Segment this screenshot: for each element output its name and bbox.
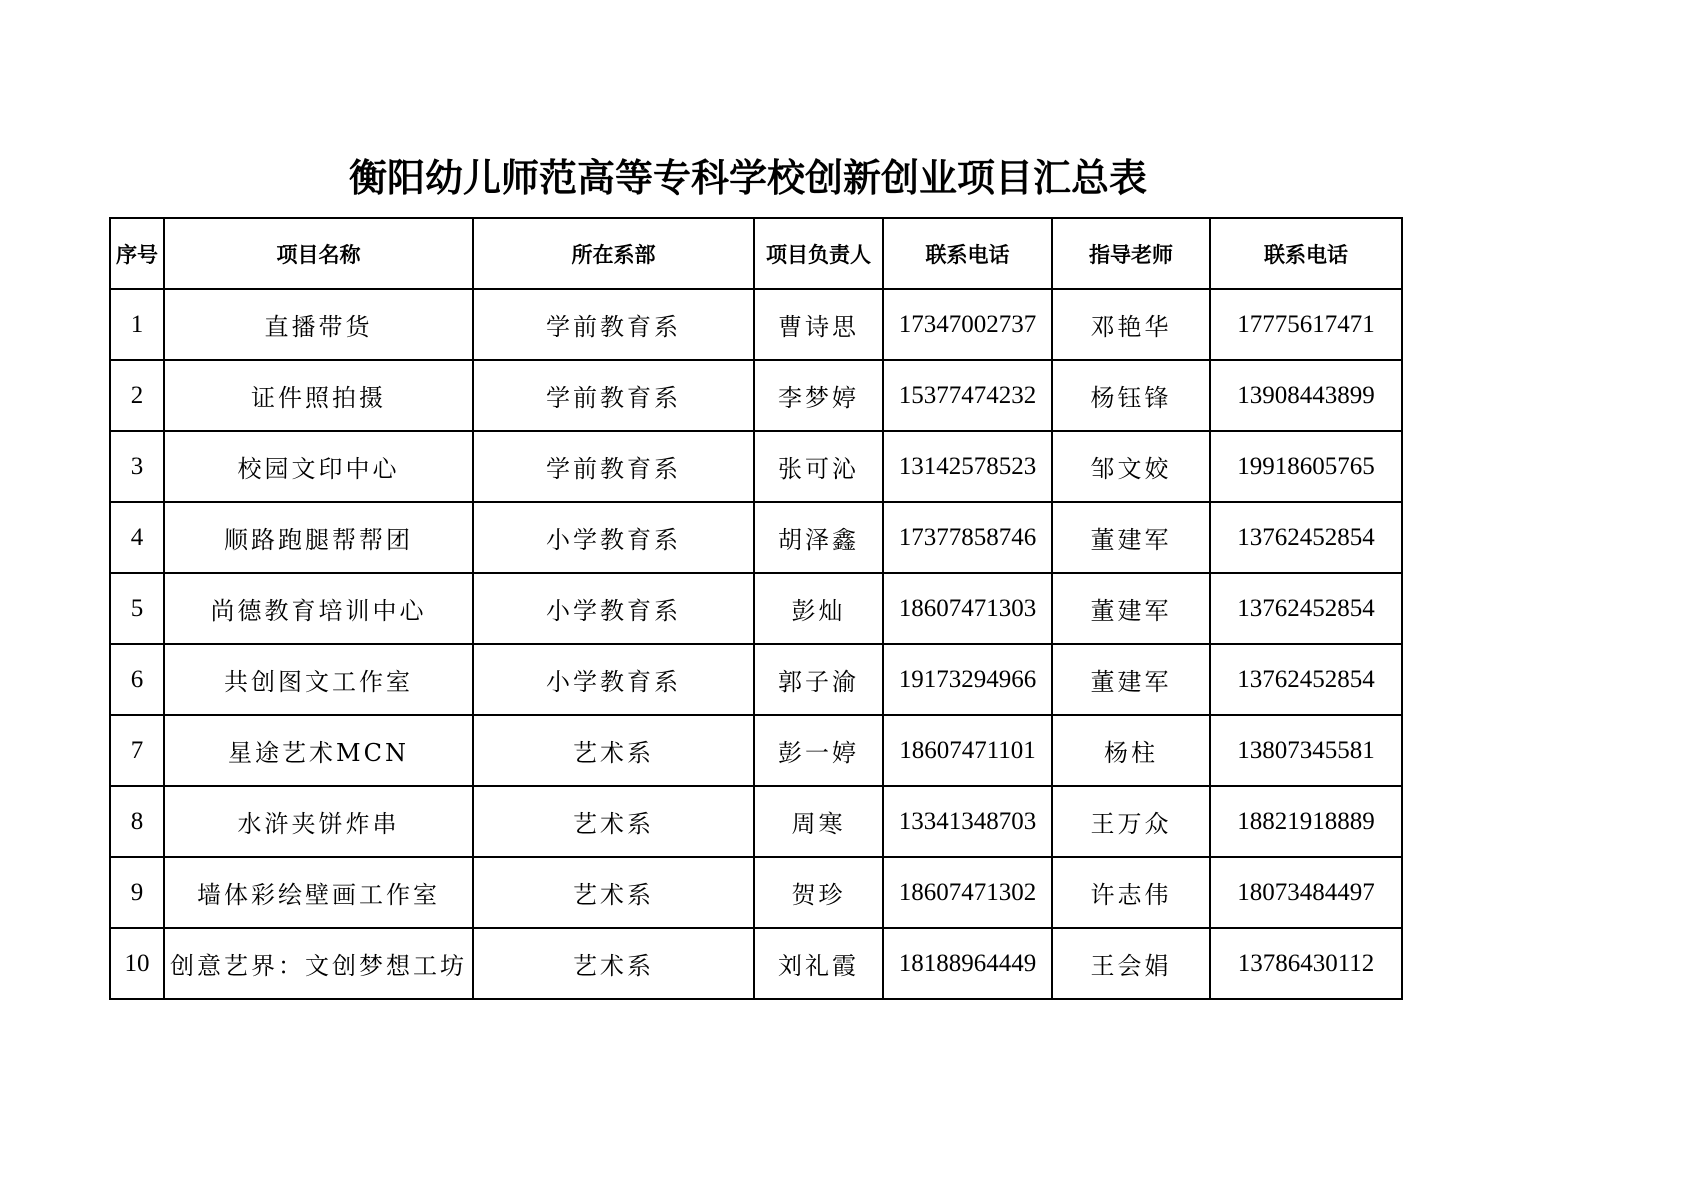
cell-advisor-phone: 13786430112 [1210, 928, 1402, 999]
cell-project-leader: 周寒 [754, 786, 883, 857]
table-row [110, 289, 1402, 360]
cell-advisor-phone: 13807345581 [1210, 715, 1402, 786]
cell-advisor-phone: 17775617471 [1210, 289, 1402, 360]
cell-project-leader: 李梦婷 [754, 360, 883, 431]
cell-leader-phone: 18607471303 [883, 573, 1052, 644]
cell-leader-phone: 15377474232 [883, 360, 1052, 431]
cell-project-leader: 彭一婷 [754, 715, 883, 786]
cell-advisor-phone: 18073484497 [1210, 857, 1402, 928]
table-row [110, 573, 1402, 644]
cell-project-leader: 胡泽鑫 [754, 502, 883, 573]
cell-project-leader: 贺珍 [754, 857, 883, 928]
cell-project-leader: 曹诗思 [754, 289, 883, 360]
cell-project-name: 直播带货 [164, 289, 473, 360]
table-row [110, 786, 1402, 857]
header-project-name: 项目名称 [164, 218, 473, 289]
cell-department: 艺术系 [473, 928, 754, 999]
cell-department: 小学教育系 [473, 502, 754, 573]
cell-department: 艺术系 [473, 786, 754, 857]
table-row [110, 360, 1402, 431]
header-index: 序号 [110, 218, 164, 289]
cell-advisor: 许志伟 [1052, 857, 1210, 928]
cell-project-leader: 郭子渝 [754, 644, 883, 715]
table-row [110, 431, 1402, 502]
cell-department: 学前教育系 [473, 360, 754, 431]
table-row [110, 644, 1402, 715]
cell-project-leader: 张可沁 [754, 431, 883, 502]
cell-project-name: 星途艺术MCN [164, 715, 473, 786]
header-project-leader: 项目负责人 [754, 218, 883, 289]
cell-project-name: 校园文印中心 [164, 431, 473, 502]
header-advisor: 指导老师 [1052, 218, 1210, 289]
cell-advisor: 董建军 [1052, 573, 1210, 644]
cell-project-name: 共创图文工作室 [164, 644, 473, 715]
cell-advisor-phone: 19918605765 [1210, 431, 1402, 502]
cell-department: 艺术系 [473, 715, 754, 786]
cell-index: 7 [110, 715, 164, 786]
cell-project-name: 创意艺界：文创梦想工坊 [164, 928, 473, 999]
cell-project-name: 证件照拍摄 [164, 360, 473, 431]
table-row [110, 502, 1402, 573]
cell-department: 学前教育系 [473, 431, 754, 502]
cell-advisor: 邓艳华 [1052, 289, 1210, 360]
cell-index: 9 [110, 857, 164, 928]
header-row [110, 218, 1402, 289]
table-body [110, 289, 1402, 999]
document-title: 衡阳幼儿师范高等专科学校创新创业项目汇总表 [348, 156, 1147, 200]
cell-advisor-phone: 13762452854 [1210, 644, 1402, 715]
cell-advisor-phone: 13908443899 [1210, 360, 1402, 431]
cell-leader-phone: 19173294966 [883, 644, 1052, 715]
header-leader-phone: 联系电话 [883, 218, 1052, 289]
cell-leader-phone: 18607471302 [883, 857, 1052, 928]
cell-index: 2 [110, 360, 164, 431]
cell-index: 4 [110, 502, 164, 573]
cell-department: 学前教育系 [473, 289, 754, 360]
cell-advisor-phone: 13762452854 [1210, 502, 1402, 573]
project-summary-table [109, 217, 1403, 1000]
table-row [110, 928, 1402, 999]
cell-department: 小学教育系 [473, 573, 754, 644]
header-advisor-phone: 联系电话 [1210, 218, 1402, 289]
cell-advisor: 邹文姣 [1052, 431, 1210, 502]
cell-department: 艺术系 [473, 857, 754, 928]
table-row [110, 715, 1402, 786]
cell-index: 6 [110, 644, 164, 715]
cell-leader-phone: 18607471101 [883, 715, 1052, 786]
cell-project-name: 尚德教育培训中心 [164, 573, 473, 644]
cell-project-name: 墙体彩绘壁画工作室 [164, 857, 473, 928]
cell-leader-phone: 17377858746 [883, 502, 1052, 573]
table-row [110, 857, 1402, 928]
cell-advisor: 董建军 [1052, 644, 1210, 715]
cell-advisor-phone: 13762452854 [1210, 573, 1402, 644]
cell-advisor: 杨钰锋 [1052, 360, 1210, 431]
cell-leader-phone: 13142578523 [883, 431, 1052, 502]
cell-project-name: 顺路跑腿帮帮团 [164, 502, 473, 573]
cell-department: 小学教育系 [473, 644, 754, 715]
cell-index: 1 [110, 289, 164, 360]
cell-index: 8 [110, 786, 164, 857]
cell-leader-phone: 18188964449 [883, 928, 1052, 999]
cell-index: 10 [110, 928, 164, 999]
cell-project-leader: 刘礼霞 [754, 928, 883, 999]
cell-advisor: 杨柱 [1052, 715, 1210, 786]
cell-index: 5 [110, 573, 164, 644]
cell-advisor: 董建军 [1052, 502, 1210, 573]
cell-leader-phone: 13341348703 [883, 786, 1052, 857]
cell-advisor-phone: 18821918889 [1210, 786, 1402, 857]
cell-index: 3 [110, 431, 164, 502]
header-department: 所在系部 [473, 218, 754, 289]
cell-advisor: 王万众 [1052, 786, 1210, 857]
cell-project-name: 水浒夹饼炸串 [164, 786, 473, 857]
cell-advisor: 王会娟 [1052, 928, 1210, 999]
cell-leader-phone: 17347002737 [883, 289, 1052, 360]
cell-project-leader: 彭灿 [754, 573, 883, 644]
